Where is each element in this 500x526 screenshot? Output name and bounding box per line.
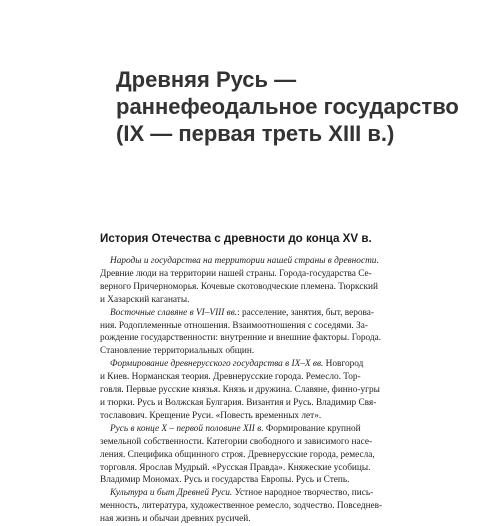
line-text: Формирование крупной [263, 423, 361, 434]
text-line: ления. Специфика общинного строя. Древнерусские города, ремесла, [100, 449, 375, 460]
line-text: . [376, 256, 379, 266]
text-line: тославович. Крещение Руси. «Повесть временных лет». [100, 410, 322, 421]
text-line: рождение государственности: внутренние и внешние факторы. Города. [100, 333, 382, 344]
text-line: земельной собственности. Категории свободного и зависимого насе- [100, 436, 373, 447]
text-line [100, 358, 470, 371]
text-line: и Хазарский каганаты. [100, 294, 190, 305]
text-line: ная жизнь и обычаи древних русичей. [100, 514, 251, 525]
text-line: торговля. Ярослав Мудрый. «Русская Правда». Княжеские усобицы. [100, 462, 371, 473]
chapter-title-line: (IX — первая треть XIII в.) [116, 121, 395, 146]
text-line: и Киев. Норманская теория. Древнерусские города. Ремесло. Тор- [100, 372, 361, 383]
section-heading: История Отечества с древности до конца XV в. [100, 232, 372, 245]
text-line: Древние люди на территории нашей страны. Города-государства Се- [100, 268, 372, 279]
text-line [100, 255, 470, 268]
italic-topic: Восточные славяне в VI–VIII вв. [110, 307, 238, 318]
chapter-title-line: раннефеодальное государство [116, 94, 459, 119]
paragraph [100, 255, 470, 307]
italic-topic: Культура и быт Древней Руси. [110, 488, 233, 499]
paragraph [100, 358, 470, 423]
italic-topic: Народы и государства на территории нашей страны в древности [110, 256, 377, 266]
italic-topic: Формирование древнерусского государства в IX–X вв. [110, 359, 324, 370]
paragraph [100, 423, 470, 488]
paragraph [100, 487, 470, 526]
line-text: Новгород [323, 359, 364, 370]
text-line: говля. Первые русские князья. Князь и дружина. Славяне, финно-угры [100, 385, 380, 396]
text-line [100, 423, 470, 436]
line-text: Устное народное творчество, пись- [232, 488, 374, 499]
text-line: Владимир Мономах. Русь и государства Европы. Русь и Степь. [100, 475, 350, 486]
text-line: и тюрки. Русь и Волжская Булгария. Византия и Русь. Владимир Свя- [100, 397, 377, 408]
text-line: верного Причерноморья. Кочевые скотоводческие племена. Тюркский [100, 281, 378, 292]
text-line: менность, литература, художественное ремесло, зодчество. Повседнев- [100, 501, 383, 512]
chapter-title-line: Древняя Русь — [116, 67, 297, 92]
text-line: ния. Родоплеменные отношения. Взаимоотношения с соседями. За- [100, 320, 368, 331]
body-text [100, 255, 470, 526]
paragraph [100, 307, 470, 359]
line-text: : расселение, занятия, быт, верова- [237, 307, 375, 318]
text-line [100, 487, 470, 500]
text-line [100, 307, 470, 320]
italic-topic: Русь в конце X – первой половине XII в. [110, 423, 264, 434]
text-line: Становление территориальных общин. [100, 346, 255, 357]
chapter-title [116, 66, 476, 147]
